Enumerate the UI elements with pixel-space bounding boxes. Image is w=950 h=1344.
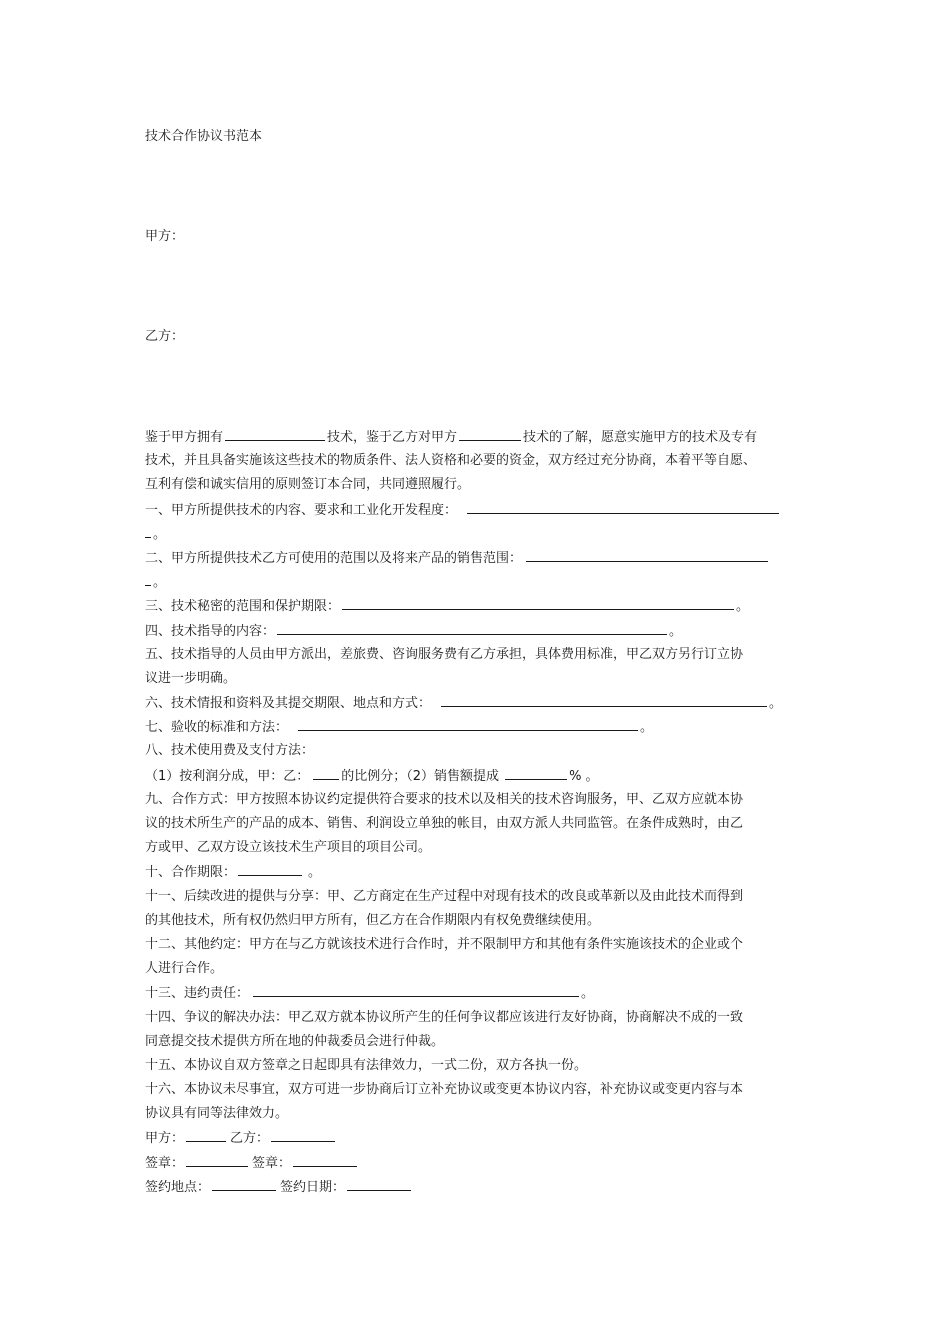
clause-12-line-2: 人进行合作。 bbox=[145, 961, 224, 977]
signature-label: 甲方： bbox=[145, 1131, 185, 1147]
clause-5-line-2: 议进一步明确。 bbox=[145, 670, 237, 686]
signature-place-date bbox=[145, 1175, 815, 1199]
signature-label: 签章： bbox=[145, 1155, 185, 1171]
fill-blank bbox=[293, 1151, 357, 1167]
clause-end: % 。 bbox=[569, 768, 599, 784]
clause-3 bbox=[145, 594, 815, 618]
clause-16-line-2: 协议具有同等法律效力。 bbox=[145, 1106, 289, 1122]
fill-blank bbox=[186, 1126, 226, 1142]
fill-blank bbox=[145, 522, 151, 538]
clause-end: 。 bbox=[153, 575, 167, 591]
intro-text: 鉴于甲方拥有 bbox=[145, 430, 224, 445]
clause-text: 六、技术情报和资料及其提交期限、地点和方式： bbox=[145, 696, 432, 712]
clause-end: 。 bbox=[769, 696, 783, 712]
agreement-body bbox=[145, 425, 815, 1199]
clause-end: 。 bbox=[308, 865, 322, 881]
signature-parties bbox=[145, 1126, 815, 1150]
fill-blank bbox=[347, 1175, 411, 1191]
fill-blank bbox=[271, 1126, 335, 1142]
clause-11-line-2: 的其他技术，所有权仍然归甲方所有，但乙方在合作期限内有权免费继续使用。 bbox=[145, 912, 601, 928]
clause-1 bbox=[145, 498, 815, 522]
fill-blank bbox=[505, 764, 567, 780]
clause-7 bbox=[145, 715, 815, 739]
intro-text: 技术的了解，愿意实施甲方的技术及专有 bbox=[523, 430, 758, 445]
fill-blank bbox=[441, 691, 767, 707]
clause-9-line-1: 九、合作方式：甲方按照本协议约定提供符合要求的技术以及相关的技术咨询服务，甲、乙双方应就本协 bbox=[145, 791, 744, 807]
clause-4 bbox=[145, 619, 815, 643]
clause-end: 。 bbox=[669, 623, 683, 639]
clause-1-end bbox=[145, 522, 815, 546]
party-b-label: 乙方： bbox=[145, 329, 185, 344]
clause-text: 二、甲方所提供技术乙方可使用的范围以及将来产品的销售范围： bbox=[145, 550, 523, 566]
fill-blank bbox=[467, 498, 779, 514]
clause-text: 十三、违约责任： bbox=[145, 986, 250, 1002]
clause-13 bbox=[145, 981, 815, 1005]
fill-blank bbox=[186, 1151, 248, 1167]
clause-2-end bbox=[145, 570, 815, 594]
intro-line-1 bbox=[145, 425, 815, 449]
party-a-label: 甲方： bbox=[145, 229, 185, 244]
document-title: 技术合作协议书范本 bbox=[145, 129, 263, 144]
intro-line-2: 技术，并且具备实施该这些技术的物质条件、法人资格和必要的资金，双方经过充分协商，本着平等自愿、 bbox=[145, 453, 757, 469]
clause-9-line-2: 议的技术所生产的产品的成本、销售、利润设立单独的帐目，由双方派人共同监管。在条件成熟时，由乙 bbox=[145, 816, 744, 831]
signature-label: 乙方： bbox=[230, 1131, 270, 1147]
clause-text: 的比例分；（2）销售额提成 bbox=[341, 768, 500, 784]
clause-10 bbox=[145, 860, 815, 884]
clause-16-line-1: 十六、本协议未尽事宜，双方可进一步协商后订立补充协议或变更本协议内容，补充协议或变更内容与本 bbox=[145, 1082, 744, 1098]
clause-9-line-3: 方或甲、乙双方设立该技术生产项目的项目公司。 bbox=[145, 840, 432, 856]
clause-5-line-1: 五、技术指导的人员由甲方派出，差旅费、咨询服务费有乙方承担，具体费用标准，甲乙双方另行订立协 bbox=[145, 646, 744, 662]
signature-label: 签约地点： bbox=[145, 1179, 211, 1195]
intro-text: 技术，鉴于乙方对甲方 bbox=[327, 430, 458, 445]
clause-text: 一、甲方所提供技术的内容、要求和工业化开发程度： bbox=[145, 502, 458, 518]
clause-text: 七、验收的标准和方法： bbox=[145, 720, 289, 736]
clause-8-sub bbox=[145, 764, 815, 788]
intro-line-3: 互利有偿和诚实信用的原则签订本合同，共同遵照履行。 bbox=[145, 477, 471, 493]
fill-blank bbox=[238, 860, 302, 876]
fill-blank bbox=[225, 425, 325, 441]
clause-text: 四、技术指导的内容： bbox=[145, 623, 276, 639]
fill-blank bbox=[342, 594, 734, 610]
clause-11-line-1: 十一、后续改进的提供与分享：甲、乙方商定在生产过程中对现有技术的改良或革新以及由此技术而得到 bbox=[145, 888, 744, 904]
fill-blank bbox=[145, 570, 151, 586]
fill-blank bbox=[526, 546, 768, 562]
fill-blank bbox=[298, 715, 638, 731]
clause-8: 八、技术使用费及支付方法： bbox=[145, 743, 315, 759]
clause-14-line-1: 十四、争议的解决办法：甲乙双方就本协议所产生的任何争议都应该进行友好协商，协商解决不成的一致 bbox=[145, 1009, 744, 1025]
clause-14-line-2: 同意提交技术提供方所在地的仲裁委员会进行仲裁。 bbox=[145, 1033, 445, 1049]
clause-end: 。 bbox=[640, 720, 654, 736]
fill-blank bbox=[459, 425, 521, 441]
clause-text: 十、合作期限： bbox=[145, 865, 237, 881]
fill-blank bbox=[277, 619, 667, 635]
clause-2 bbox=[145, 546, 815, 570]
fill-blank bbox=[212, 1175, 276, 1191]
signature-label: 签章： bbox=[252, 1155, 292, 1171]
clause-12-line-1: 十二、其他约定：甲方在与乙方就该技术进行合作时，并不限制甲方和其他有条件实施该技术的企业或个 bbox=[145, 936, 744, 952]
fill-blank bbox=[313, 764, 339, 780]
clause-text: 三、技术秘密的范围和保护期限： bbox=[145, 599, 341, 615]
fill-blank bbox=[253, 981, 579, 997]
clause-end: 。 bbox=[581, 986, 595, 1002]
clause-6 bbox=[145, 691, 815, 715]
clause-15: 十五、本协议自双方签章之日起即具有法律效力，一式二份，双方各执一份。 bbox=[145, 1057, 588, 1073]
signature-seals bbox=[145, 1151, 815, 1175]
clause-text: （1）按利润分成，甲：乙： bbox=[145, 768, 310, 784]
clause-end: 。 bbox=[736, 599, 750, 615]
signature-label: 签约日期： bbox=[280, 1179, 346, 1195]
clause-end: 。 bbox=[153, 526, 167, 542]
